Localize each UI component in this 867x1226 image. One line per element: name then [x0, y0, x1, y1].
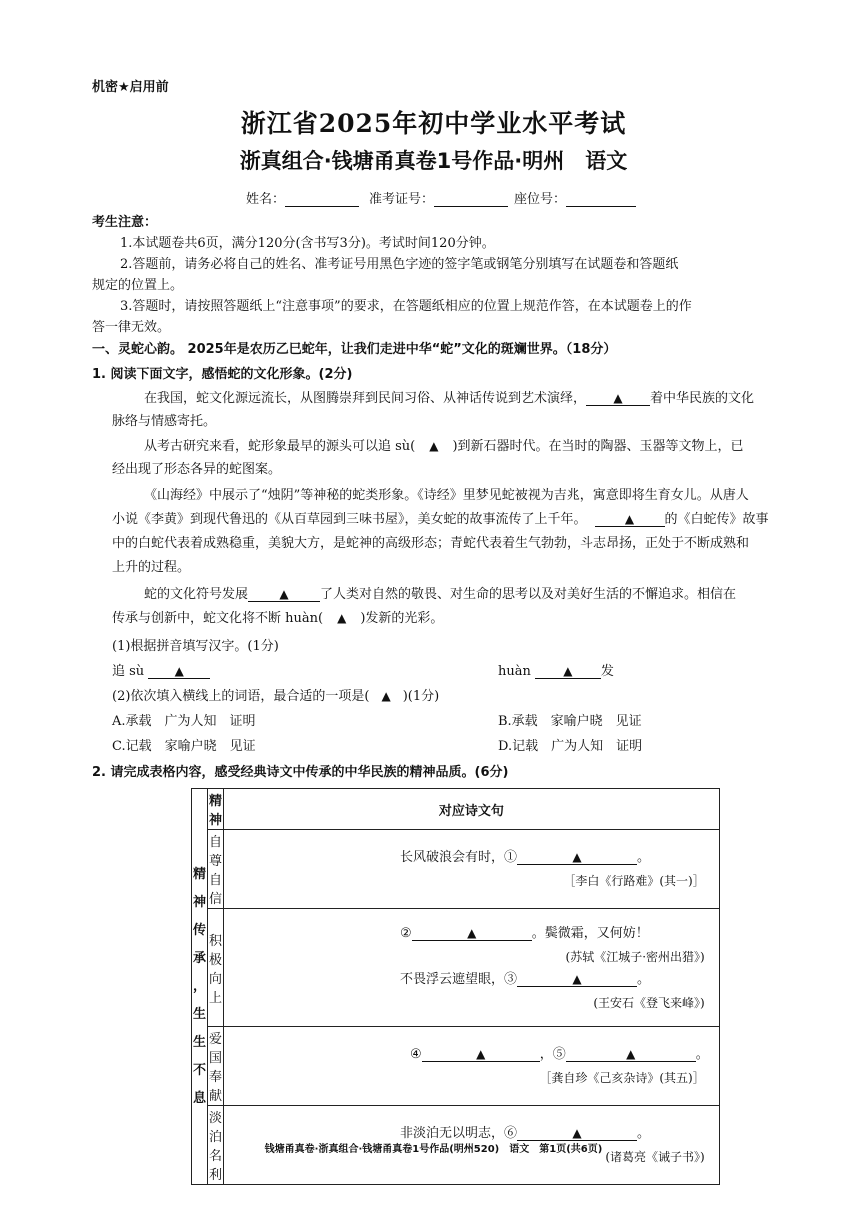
exam-subtitle: 浙真组合·钱塘甬真卷1号作品·明州 语文: [239, 149, 628, 173]
side-title: 精 神 传 承 ， 生 生 不 息: [192, 789, 208, 1185]
table-row: [192, 830, 720, 909]
q1-p3-line1: 《山海经》中展示了“烛阴”等神秘的蛇类形象。《诗经》里梦见蛇被视为吉兆，寓意即将生育女儿。从唐人: [144, 488, 749, 503]
q1-sub1-right: huàn ▲ 发: [498, 664, 614, 679]
exam-no-label: 准考证号：: [369, 192, 435, 207]
answer-blank-huan[interactable]: ▲: [535, 664, 601, 679]
poem-cell: ④ ▲ ，⑤ ▲ 。 ［龚自珍《己亥杂诗》(其五)］: [224, 1027, 720, 1106]
name-label: 姓名：: [246, 192, 286, 207]
answer-blank-su[interactable]: ▲: [148, 664, 210, 679]
answer-blank-4[interactable]: ▲: [422, 1047, 540, 1062]
poem-source: ［李白《行路难》(其一)］: [563, 874, 705, 888]
q1-p1-line2: 脉络与情感寄托。: [112, 414, 217, 429]
table-row: [192, 1027, 720, 1106]
notice-item-3a: 3.答题时，请按照答题纸上“注意事项”的要求，在答题纸相应的位置上规范作答，在本试题卷上的作: [120, 299, 692, 314]
q2-stem: 2. 请完成表格内容，感受经典诗文中传承的中华民族的精神品质。(6分): [92, 765, 509, 780]
blank-3: ▲: [248, 587, 320, 602]
notice-item-2a: 2.答题前，请务必将自己的姓名、准考证号用黑色字迹的签字笔或钢笔分别填写在试题卷和答题纸: [120, 257, 679, 272]
poem-cell: 长风破浪会有时，① ▲ 。 ［李白《行路难》(其一)］: [224, 830, 720, 909]
q1-p1-line1: 在我国，蛇文化源远流长，从图腾崇拜到民间习俗、从神话传说到艺术演绎， ▲ 着中华民族的文化: [144, 391, 755, 406]
name-field: [246, 188, 359, 207]
notice-item-1: 1.本试题卷共6页，满分120分(含书写3分)。考试时间120分钟。: [120, 236, 495, 251]
option-b: B.承载 家喻户晓 见证: [498, 714, 642, 729]
q1-sub1: (1)根据拼音填写汉字。(1分): [112, 639, 279, 654]
exam-no-field: [369, 188, 508, 207]
exam-no-blank: [434, 194, 508, 207]
q1-p2-line2: 经出现了形态各异的蛇图案。: [112, 462, 282, 477]
answer-blank-3[interactable]: ▲: [517, 972, 637, 987]
poem-table: [191, 788, 720, 1185]
header-spirit: 精神: [208, 789, 224, 830]
q1-sub2: (2)依次填入横线上的词语，最合适的一项是( ▲ )(1分): [112, 689, 440, 704]
option-c: C.记载 家喻户晓 见证: [112, 739, 256, 754]
option-a: A.承载 广为人知 证明: [112, 714, 256, 729]
poem-source: (苏轼《江城子·密州出猎》): [565, 949, 705, 964]
spirit-cell: 积极向上: [208, 909, 224, 1027]
seat-label: 座位号：: [514, 192, 567, 207]
q1-p3-line3: 中的白蛇代表着成熟稳重，美貌大方，是蛇神的高级形态；青蛇代表着生气勃勃，斗志昂扬，正处于不断成熟和: [112, 536, 750, 551]
triangle-marker: ▲: [429, 439, 439, 453]
q1-p2-line1: 从考古研究来看，蛇形象最早的源头可以追 sù( ▲ )到新石器时代。在当时的陶器、玉器等文物上，已: [144, 439, 744, 454]
q1-p4-line1: 蛇的文化符号发展 ▲ 了人类对自然的敬畏、对生命的思考以及对美好生活的不懈追求。相信在: [144, 587, 737, 602]
poem-source: (诸葛亮《诫子书》): [605, 1150, 705, 1164]
section-1-heading: 一、灵蛇心韵。 2025年是农历乙巳蛇年，让我们走进中华“蛇”文化的斑斓世界。（18分）: [92, 342, 617, 357]
notice-heading: 考生注意：: [92, 215, 158, 230]
answer-blank-1[interactable]: ▲: [517, 850, 637, 865]
notice-item-2b: 规定的位置上。: [92, 278, 184, 293]
q1-p3-line2: 小说《李黄》到现代鲁迅的《从百草园到三味书屋》，美女蛇的故事流传了上千年。 ▲ 的《白蛇传》故事: [112, 512, 769, 527]
q1-stem: 1. 阅读下面文字，感悟蛇的文化形象。(2分): [92, 367, 353, 382]
triangle-marker: ▲: [337, 611, 347, 625]
poem-cell: 非淡泊无以明志，⑥ ▲ 。 (诸葛亮《诫子书》): [224, 1106, 720, 1185]
exam-title: 浙江省2025年初中学业水平考试: [240, 109, 627, 138]
seat-blank: [566, 194, 636, 207]
option-d: D.记载 广为人知 证明: [498, 739, 643, 754]
blank-1: ▲: [586, 391, 650, 406]
answer-blank-5[interactable]: ▲: [566, 1047, 696, 1062]
answer-blank-2[interactable]: ▲: [412, 926, 532, 941]
answer-choice-marker[interactable]: ▲: [381, 689, 391, 703]
q1-p4-line2: 传承与创新中，蛇文化将不断 huàn( ▲ )发新的光彩。: [112, 611, 444, 626]
table-row: [192, 909, 720, 1027]
notice-item-3b: 答一律无效。: [92, 320, 171, 335]
spirit-cell: 自尊自信: [208, 830, 224, 909]
poem-source: (王安石《登飞来峰》): [593, 995, 705, 1010]
seat-field: [514, 188, 636, 207]
confidential-mark: 机密★启用前: [92, 80, 169, 95]
q1-sub1-left: 追 sù ▲: [112, 662, 210, 681]
blank-2: ▲: [595, 512, 665, 527]
page-footer: 钱塘甬真卷·浙真组合·钱塘甬真卷1号作品(明州520) 语文 第1页(共6页): [264, 1144, 603, 1155]
answer-blank-6[interactable]: ▲: [517, 1126, 637, 1141]
q1-p3-line4: 上升的过程。: [112, 560, 191, 575]
name-blank: [285, 194, 359, 207]
poem-source: ［龚自珍《己亥杂诗》(其五)］: [539, 1071, 705, 1085]
spirit-cell: 淡泊名利: [208, 1106, 224, 1185]
header-poem: 对应诗文句: [224, 789, 720, 830]
poem-cell: ② ▲ 。鬓微霜，又何妨！ (苏轼《江城子·密州出猎》) 不畏浮云遮望眼，③ ▲ 。 (王安石《登飞来峰》): [224, 909, 720, 1027]
table-header-row: [192, 789, 720, 830]
spirit-cell: 爱国奉献: [208, 1027, 224, 1106]
